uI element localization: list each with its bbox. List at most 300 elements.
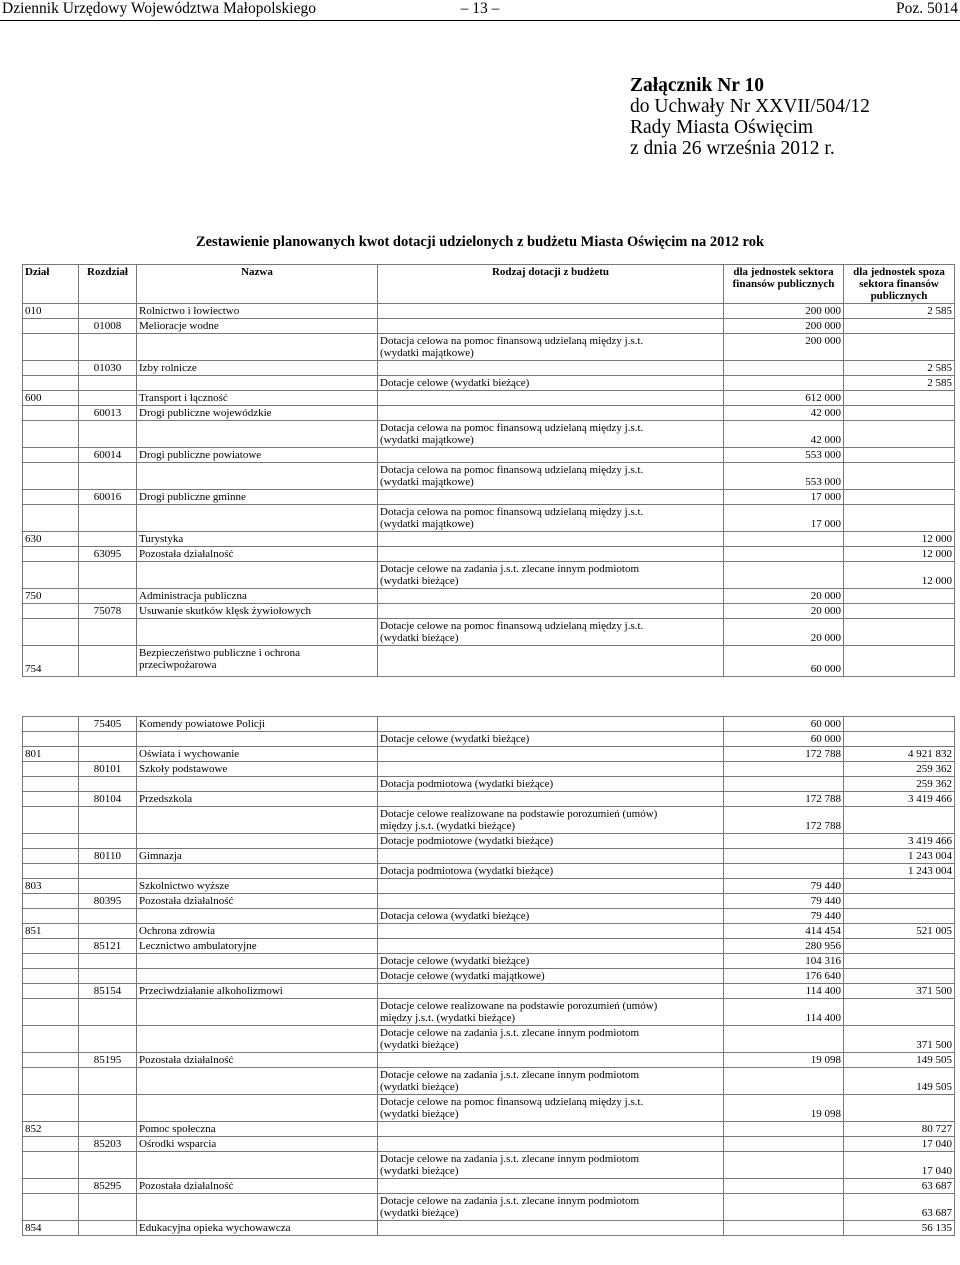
table-row — [23, 334, 955, 361]
cell-nazwa: Ochrona zdrowia — [137, 924, 378, 939]
table-row — [23, 747, 955, 762]
cell-rozdzial — [79, 909, 137, 924]
cell-rodzaj: Dotacje celowe (wydatki bieżące) — [378, 954, 724, 969]
cell-nazwa — [137, 777, 378, 792]
cell-rozdzial — [79, 619, 137, 646]
cell-rodzaj — [378, 1179, 724, 1194]
cell-nazwa — [137, 1194, 378, 1221]
annex-date: z dnia 26 września 2012 r. — [630, 138, 835, 159]
cell-dzial: 600 — [23, 391, 79, 406]
cell-nazwa: Lecznictwo ambulatoryjne — [137, 939, 378, 954]
cell-dzial — [23, 807, 79, 834]
table-row — [23, 391, 955, 406]
cell-rozdzial — [79, 732, 137, 747]
cell-nazwa — [137, 999, 378, 1026]
cell-sfp — [724, 1194, 844, 1221]
grant-type-line: Dotacje celowe na pomoc finansową udzielaną między j.s.t. — [380, 620, 644, 632]
grant-type-line: Dotacje celowe na zadania j.s.t. zlecane innym podmiotom — [380, 1195, 640, 1207]
cell-rozdzial: 75405 — [79, 717, 137, 732]
cell-dzial — [23, 849, 79, 864]
cell-spoza: 17 040 — [844, 1152, 955, 1179]
cell-rodzaj — [378, 604, 724, 619]
table-row — [23, 463, 955, 490]
cell-nazwa: Drogi publiczne gminne — [137, 490, 378, 505]
cell-spoza: 4 921 832 — [844, 747, 955, 762]
cell-sfp: 60 000 — [724, 717, 844, 732]
cell-rodzaj — [378, 1194, 724, 1221]
cell-sfp: 176 640 — [724, 969, 844, 984]
cell-rodzaj — [378, 717, 724, 732]
cell-nazwa — [137, 334, 378, 361]
table-row — [23, 792, 955, 807]
cell-sfp — [724, 547, 844, 562]
table-row — [23, 547, 955, 562]
cell-spoza — [844, 999, 955, 1026]
cell-spoza: 12 000 — [844, 532, 955, 547]
cell-rozdzial: 80104 — [79, 792, 137, 807]
cell-rodzaj — [378, 319, 724, 334]
cell-rozdzial: 85154 — [79, 984, 137, 999]
cell-rozdzial — [79, 807, 137, 834]
grant-type-line: Dotacja celowa na pomoc finansową udzielaną między j.s.t. — [380, 464, 644, 476]
cell-dzial — [23, 1095, 79, 1122]
cell-dzial — [23, 448, 79, 463]
cell-spoza — [844, 619, 955, 646]
cell-rodzaj — [378, 448, 724, 463]
grant-type-line: (wydatki bieżące) — [380, 1039, 459, 1051]
annex-council: Rady Miasta Oświęcim — [630, 117, 814, 138]
cell-nazwa: Pozostała działalność — [137, 1053, 378, 1068]
cell-rozdzial — [79, 1026, 137, 1053]
cell-spoza — [844, 894, 955, 909]
cell-nazwa — [137, 732, 378, 747]
cell-rozdzial — [79, 834, 137, 849]
cell-rodzaj — [378, 547, 724, 562]
cell-rodzaj — [378, 894, 724, 909]
cell-rozdzial — [79, 1068, 137, 1095]
table-row — [23, 589, 955, 604]
cell-spoza: 149 505 — [844, 1053, 955, 1068]
cell-dzial — [23, 1194, 79, 1221]
col-header-sfp: dla jednostek sektora finansów publicznych — [724, 265, 844, 304]
cell-sfp: 114 400 — [724, 999, 844, 1026]
col-header-dzial: Dział — [23, 265, 79, 304]
cell-rodzaj — [378, 1122, 724, 1137]
cell-nazwa — [137, 1026, 378, 1053]
cell-dzial — [23, 1137, 79, 1152]
cell-spoza — [844, 969, 955, 984]
cell-dzial — [23, 894, 79, 909]
grant-type-line: Dotacje celowe realizowane na podstawie porozumień (umów) — [380, 1000, 658, 1012]
cell-spoza — [844, 807, 955, 834]
cell-rozdzial: 01030 — [79, 361, 137, 376]
cell-nazwa — [137, 807, 378, 834]
journal-title: Dziennik Urzędowy Województwa Małopolskiego — [2, 0, 316, 17]
cell-rodzaj — [378, 1068, 724, 1095]
cell-rozdzial — [79, 1152, 137, 1179]
cell-spoza: 1 243 004 — [844, 849, 955, 864]
table-row — [23, 909, 955, 924]
cell-nazwa: Ośrodki wsparcia — [137, 1137, 378, 1152]
cell-dzial — [23, 463, 79, 490]
grant-type-line: Dotacje celowe na zadania j.s.t. zlecane innym podmiotom — [380, 1027, 640, 1039]
cell-dzial — [23, 490, 79, 505]
cell-nazwa — [137, 1152, 378, 1179]
cell-rozdzial: 80101 — [79, 762, 137, 777]
cell-sfp: 612 000 — [724, 391, 844, 406]
annex-block — [630, 75, 870, 159]
cell-dzial: 750 — [23, 589, 79, 604]
cell-sfp: 60 000 — [724, 732, 844, 747]
cell-rodzaj — [378, 406, 724, 421]
cell-spoza: 12 000 — [844, 547, 955, 562]
cell-sfp — [724, 777, 844, 792]
table-row — [23, 894, 955, 909]
cell-dzial — [23, 406, 79, 421]
cell-nazwa: Pozostała działalność — [137, 547, 378, 562]
table-row — [23, 762, 955, 777]
cell-sfp — [724, 1152, 844, 1179]
grant-type-line: (wydatki bieżące) — [380, 632, 459, 644]
cell-rodzaj — [378, 562, 724, 589]
cell-dzial — [23, 547, 79, 562]
cell-dzial: 852 — [23, 1122, 79, 1137]
cell-nazwa: Transport i łączność — [137, 391, 378, 406]
cell-rozdzial — [79, 1122, 137, 1137]
cell-nazwa: Komendy powiatowe Policji — [137, 717, 378, 732]
cell-sfp: 17 000 — [724, 490, 844, 505]
cell-spoza: 56 135 — [844, 1221, 955, 1236]
cell-rodzaj — [378, 792, 724, 807]
cell-sfp: 114 400 — [724, 984, 844, 999]
cell-spoza — [844, 448, 955, 463]
cell-rodzaj: Dotacja podmiotowa (wydatki bieżące) — [378, 777, 724, 792]
cell-spoza: 371 500 — [844, 1026, 955, 1053]
cell-spoza — [844, 909, 955, 924]
cell-spoza — [844, 391, 955, 406]
cell-rodzaj — [378, 589, 724, 604]
cell-rozdzial — [79, 1194, 137, 1221]
cell-rodzaj — [378, 1053, 724, 1068]
cell-nazwa: Izby rolnicze — [137, 361, 378, 376]
cell-rodzaj — [378, 999, 724, 1026]
cell-dzial — [23, 939, 79, 954]
cell-dzial: 803 — [23, 879, 79, 894]
cell-sfp: 42 000 — [724, 406, 844, 421]
cell-rozdzial — [79, 391, 137, 406]
cell-nazwa — [137, 421, 378, 448]
cell-rozdzial: 60016 — [79, 490, 137, 505]
cell-rodzaj: Dotacje celowe (wydatki majątkowe) — [378, 969, 724, 984]
table-row — [23, 1137, 955, 1152]
table-row — [23, 646, 955, 677]
cell-rozdzial: 85121 — [79, 939, 137, 954]
cell-rozdzial: 75078 — [79, 604, 137, 619]
cell-rozdzial — [79, 589, 137, 604]
cell-rodzaj — [378, 762, 724, 777]
cell-spoza: 80 727 — [844, 1122, 955, 1137]
cell-spoza: 2 585 — [844, 361, 955, 376]
grant-type-line: Dotacje celowe realizowane na podstawie porozumień (umów) — [380, 808, 658, 820]
cell-rodzaj — [378, 490, 724, 505]
cell-rodzaj — [378, 849, 724, 864]
cell-rozdzial — [79, 532, 137, 547]
cell-rodzaj — [378, 984, 724, 999]
cell-rodzaj: Dotacje podmiotowe (wydatki bieżące) — [378, 834, 724, 849]
cell-dzial — [23, 969, 79, 984]
cell-sfp — [724, 1068, 844, 1095]
table-row — [23, 1194, 955, 1221]
col-header-rozdzial: Rozdział — [79, 265, 137, 304]
cell-rodzaj — [378, 1095, 724, 1122]
col-header-rodzaj: Rodzaj dotacji z budżetu — [378, 265, 724, 304]
grant-type-line: Dotacja celowa na pomoc finansową udzielaną między j.s.t. — [380, 422, 644, 434]
table-row — [23, 1053, 955, 1068]
cell-sfp — [724, 361, 844, 376]
cell-sfp: 200 000 — [724, 304, 844, 319]
budget-table-part-1 — [22, 264, 955, 677]
cell-nazwa: Przedszkola — [137, 792, 378, 807]
cell-dzial — [23, 909, 79, 924]
cell-rodzaj: Dotacje celowe (wydatki bieżące) — [378, 376, 724, 391]
cell-rozdzial — [79, 924, 137, 939]
table-row — [23, 619, 955, 646]
col-header-nazwa: Nazwa — [137, 265, 378, 304]
cell-dzial — [23, 762, 79, 777]
table-row — [23, 406, 955, 421]
cell-spoza — [844, 1095, 955, 1122]
cell-sfp — [724, 1026, 844, 1053]
grant-type-line: (wydatki bieżące) — [380, 1165, 459, 1177]
cell-rodzaj — [378, 361, 724, 376]
cell-nazwa: Pozostała działalność — [137, 894, 378, 909]
table-row — [23, 999, 955, 1026]
table-row — [23, 1179, 955, 1194]
grant-type-line: (wydatki bieżące) — [380, 1108, 459, 1120]
cell-nazwa: Melioracje wodne — [137, 319, 378, 334]
cell-nazwa — [137, 969, 378, 984]
grant-type-line: (wydatki majątkowe) — [380, 347, 474, 359]
cell-spoza: 259 362 — [844, 762, 955, 777]
cell-nazwa: Pomoc społeczna — [137, 1122, 378, 1137]
cell-nazwa — [137, 1068, 378, 1095]
cell-nazwa — [137, 619, 378, 646]
cell-sfp — [724, 562, 844, 589]
cell-dzial — [23, 777, 79, 792]
cell-nazwa: Gimnazja — [137, 849, 378, 864]
cell-dzial — [23, 1152, 79, 1179]
cell-nazwa: Bezpieczeństwo publiczne i ochrona przeciwpożarowa — [137, 646, 378, 677]
cell-dzial — [23, 1053, 79, 1068]
table-row — [23, 732, 955, 747]
cell-rozdzial — [79, 376, 137, 391]
cell-nazwa — [137, 376, 378, 391]
cell-sfp: 79 440 — [724, 909, 844, 924]
cell-rozdzial — [79, 747, 137, 762]
cell-spoza: 521 005 — [844, 924, 955, 939]
cell-spoza — [844, 646, 955, 677]
cell-dzial — [23, 999, 79, 1026]
cell-dzial — [23, 562, 79, 589]
table-row — [23, 448, 955, 463]
cell-rodzaj: Dotacja podmiotowa (wydatki bieżące) — [378, 864, 724, 879]
cell-rozdzial: 80395 — [79, 894, 137, 909]
cell-dzial: 801 — [23, 747, 79, 762]
cell-dzial — [23, 717, 79, 732]
cell-rozdzial — [79, 864, 137, 879]
cell-rozdzial — [79, 777, 137, 792]
cell-spoza — [844, 589, 955, 604]
cell-rodzaj — [378, 747, 724, 762]
cell-rodzaj — [378, 619, 724, 646]
cell-dzial — [23, 792, 79, 807]
cell-spoza — [844, 505, 955, 532]
cell-nazwa: Edukacyjna opieka wychowawcza — [137, 1221, 378, 1236]
cell-nazwa — [137, 834, 378, 849]
cell-rozdzial — [79, 562, 137, 589]
cell-spoza: 3 419 466 — [844, 834, 955, 849]
cell-rodzaj — [378, 939, 724, 954]
cell-rozdzial — [79, 463, 137, 490]
cell-spoza — [844, 463, 955, 490]
cell-dzial — [23, 954, 79, 969]
cell-sfp — [724, 762, 844, 777]
cell-nazwa: Drogi publiczne wojewódzkie — [137, 406, 378, 421]
grant-type-line: Dotacja celowa na pomoc finansową udzielaną między j.s.t. — [380, 335, 644, 347]
cell-dzial — [23, 505, 79, 532]
cell-nazwa — [137, 562, 378, 589]
cell-dzial — [23, 1179, 79, 1194]
table-row — [23, 777, 955, 792]
cell-rozdzial — [79, 334, 137, 361]
grant-type-line: (wydatki bieżące) — [380, 1207, 459, 1219]
cell-nazwa: Oświata i wychowanie — [137, 747, 378, 762]
cell-rozdzial: 01008 — [79, 319, 137, 334]
cell-spoza: 17 040 — [844, 1137, 955, 1152]
cell-sfp: 19 098 — [724, 1053, 844, 1068]
cell-spoza — [844, 879, 955, 894]
cell-rozdzial: 60013 — [79, 406, 137, 421]
cell-sfp: 200 000 — [724, 334, 844, 361]
cell-sfp: 19 098 — [724, 1095, 844, 1122]
table-row — [23, 562, 955, 589]
cell-rozdzial: 63095 — [79, 547, 137, 562]
cell-sfp: 60 000 — [724, 646, 844, 677]
cell-rodzaj — [378, 532, 724, 547]
cell-rozdzial: 80110 — [79, 849, 137, 864]
cell-sfp: 553 000 — [724, 463, 844, 490]
cell-rodzaj: Dotacje celowe (wydatki bieżące) — [378, 732, 724, 747]
table-row — [23, 532, 955, 547]
cell-sfp: 414 454 — [724, 924, 844, 939]
cell-nazwa — [137, 505, 378, 532]
cell-spoza — [844, 939, 955, 954]
table-row — [23, 1068, 955, 1095]
table-row — [23, 1122, 955, 1137]
cell-spoza — [844, 421, 955, 448]
col-header-spoza: dla jednostek spoza sektora finansów publicznych — [844, 265, 955, 304]
table-row — [23, 717, 955, 732]
cell-spoza — [844, 732, 955, 747]
table-row — [23, 319, 955, 334]
cell-rodzaj — [378, 646, 724, 677]
cell-sfp: 17 000 — [724, 505, 844, 532]
cell-sfp — [724, 834, 844, 849]
cell-rodzaj — [378, 1221, 724, 1236]
cell-dzial — [23, 334, 79, 361]
table-row — [23, 807, 955, 834]
cell-nazwa: Usuwanie skutków klęsk żywiołowych — [137, 604, 378, 619]
cell-rodzaj — [378, 391, 724, 406]
table-row — [23, 604, 955, 619]
cell-rodzaj — [378, 463, 724, 490]
cell-nazwa: Drogi publiczne powiatowe — [137, 448, 378, 463]
cell-sfp — [724, 376, 844, 391]
table-row — [23, 361, 955, 376]
cell-spoza — [844, 319, 955, 334]
table-row — [23, 924, 955, 939]
table-row — [23, 939, 955, 954]
cell-sfp: 20 000 — [724, 589, 844, 604]
table-row — [23, 1152, 955, 1179]
cell-dzial: 851 — [23, 924, 79, 939]
position-number: Poz. 5014 — [896, 0, 958, 17]
cell-nazwa: Rolnictwo i łowiectwo — [137, 304, 378, 319]
cell-rozdzial: 60014 — [79, 448, 137, 463]
cell-sfp: 42 000 — [724, 421, 844, 448]
table-row — [23, 849, 955, 864]
grant-type-line: Dotacje celowe na zadania j.s.t. zlecane innym podmiotom — [380, 1153, 640, 1165]
cell-spoza: 2 585 — [844, 304, 955, 319]
cell-rozdzial — [79, 999, 137, 1026]
cell-sfp: 104 316 — [724, 954, 844, 969]
cell-dzial — [23, 604, 79, 619]
table-row — [23, 1026, 955, 1053]
cell-dzial: 754 — [23, 646, 79, 677]
table-row — [23, 421, 955, 448]
cell-sfp: 172 788 — [724, 792, 844, 807]
cell-sfp: 79 440 — [724, 894, 844, 909]
grant-type-line: Dotacje celowe na zadania j.s.t. zlecane innym podmiotom — [380, 563, 640, 575]
cell-sfp — [724, 864, 844, 879]
table-row — [23, 304, 955, 319]
cell-spoza — [844, 954, 955, 969]
cell-rozdzial — [79, 954, 137, 969]
cell-rozdzial: 85203 — [79, 1137, 137, 1152]
cell-spoza: 259 362 — [844, 777, 955, 792]
cell-nazwa — [137, 864, 378, 879]
cell-nazwa — [137, 954, 378, 969]
annex-resolution: do Uchwały Nr XXVII/504/12 — [630, 96, 870, 117]
cell-rozdzial — [79, 421, 137, 448]
cell-sfp: 553 000 — [724, 448, 844, 463]
cell-sfp: 79 440 — [724, 879, 844, 894]
cell-dzial — [23, 361, 79, 376]
grant-type-line: Dotacje celowe na pomoc finansową udzielaną między j.s.t. — [380, 1096, 644, 1108]
table-row — [23, 505, 955, 532]
cell-spoza: 371 500 — [844, 984, 955, 999]
cell-rozdzial — [79, 1095, 137, 1122]
cell-sfp: 20 000 — [724, 604, 844, 619]
cell-spoza: 63 687 — [844, 1179, 955, 1194]
cell-sfp — [724, 1137, 844, 1152]
annex-title: Załącznik Nr 10 — [630, 75, 764, 96]
cell-dzial — [23, 619, 79, 646]
cell-rozdzial — [79, 505, 137, 532]
page-number: – 13 – — [460, 0, 500, 17]
cell-spoza — [844, 490, 955, 505]
cell-spoza — [844, 604, 955, 619]
